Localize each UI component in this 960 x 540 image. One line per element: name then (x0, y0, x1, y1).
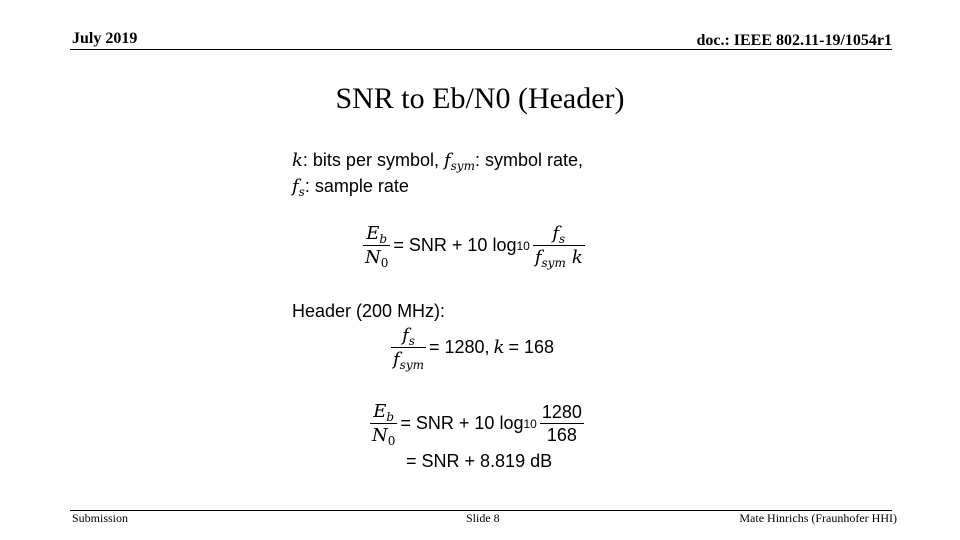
k-symbol: k (292, 150, 303, 171)
1280-168-fraction: $\frac{1280}{168}$ (541, 402, 582, 445)
sym-subscript: sym (450, 159, 475, 173)
k-value: = 168 (508, 337, 555, 357)
f-symbol: f (292, 176, 299, 197)
header-divider (70, 49, 892, 50)
formula-eb-n0: $\frac{E_b}{N_0}$ = SNR + 10 log 10 $\frac{f_s}{f_{sym} k}$ (365, 223, 583, 270)
formula1-rhs: = SNR + 10 log (393, 235, 517, 255)
fs-fsym-ratio: $\frac{f_s}{f_{sym}}$ (393, 325, 424, 372)
k-definition: : bits per symbol, (302, 150, 444, 170)
fs-fsym-fraction: $\frac{f_s}{f_{sym} k}$ (534, 223, 583, 270)
slide-title: SNR to Eb/N0 (Header) (335, 82, 625, 115)
definition-line-1 (292, 150, 583, 171)
fsym-definition: : symbol rate, (474, 150, 584, 170)
f-symbol: f (443, 150, 451, 171)
k-symbol: k (493, 337, 505, 358)
eb-n0-fraction: $\frac{E_b}{N_0}$ (372, 401, 396, 448)
footer-submission: Submission (72, 511, 129, 525)
formula-ratio (388, 324, 554, 371)
fs-definition: : sample rate (304, 176, 409, 196)
header-date: July 2019 (72, 30, 138, 47)
slide-number: Slide 8 (466, 511, 500, 525)
formula2-rhs: = SNR + 10 log (400, 413, 524, 433)
s-subscript: s (298, 185, 305, 199)
definition-line-2 (292, 176, 409, 197)
ratio-value: = 1280, (429, 337, 490, 357)
formula2-result: = SNR + 8.819 dB (406, 451, 553, 471)
footer-author: Mate Hinrichs (Fraunhofer HHI) (739, 511, 897, 525)
formula-eb-n0-header: $\frac{E_b}{N_0}$ = SNR + 10 log 10 $\frac{1280}{168}$ (372, 401, 582, 448)
header-section-label: Header (200 MHz): (292, 301, 446, 321)
eb-n0-fraction: $\frac{E_b}{N_0}$ (365, 223, 389, 270)
document-id: doc.: IEEE 802.11-19/1054r1 (696, 32, 892, 49)
